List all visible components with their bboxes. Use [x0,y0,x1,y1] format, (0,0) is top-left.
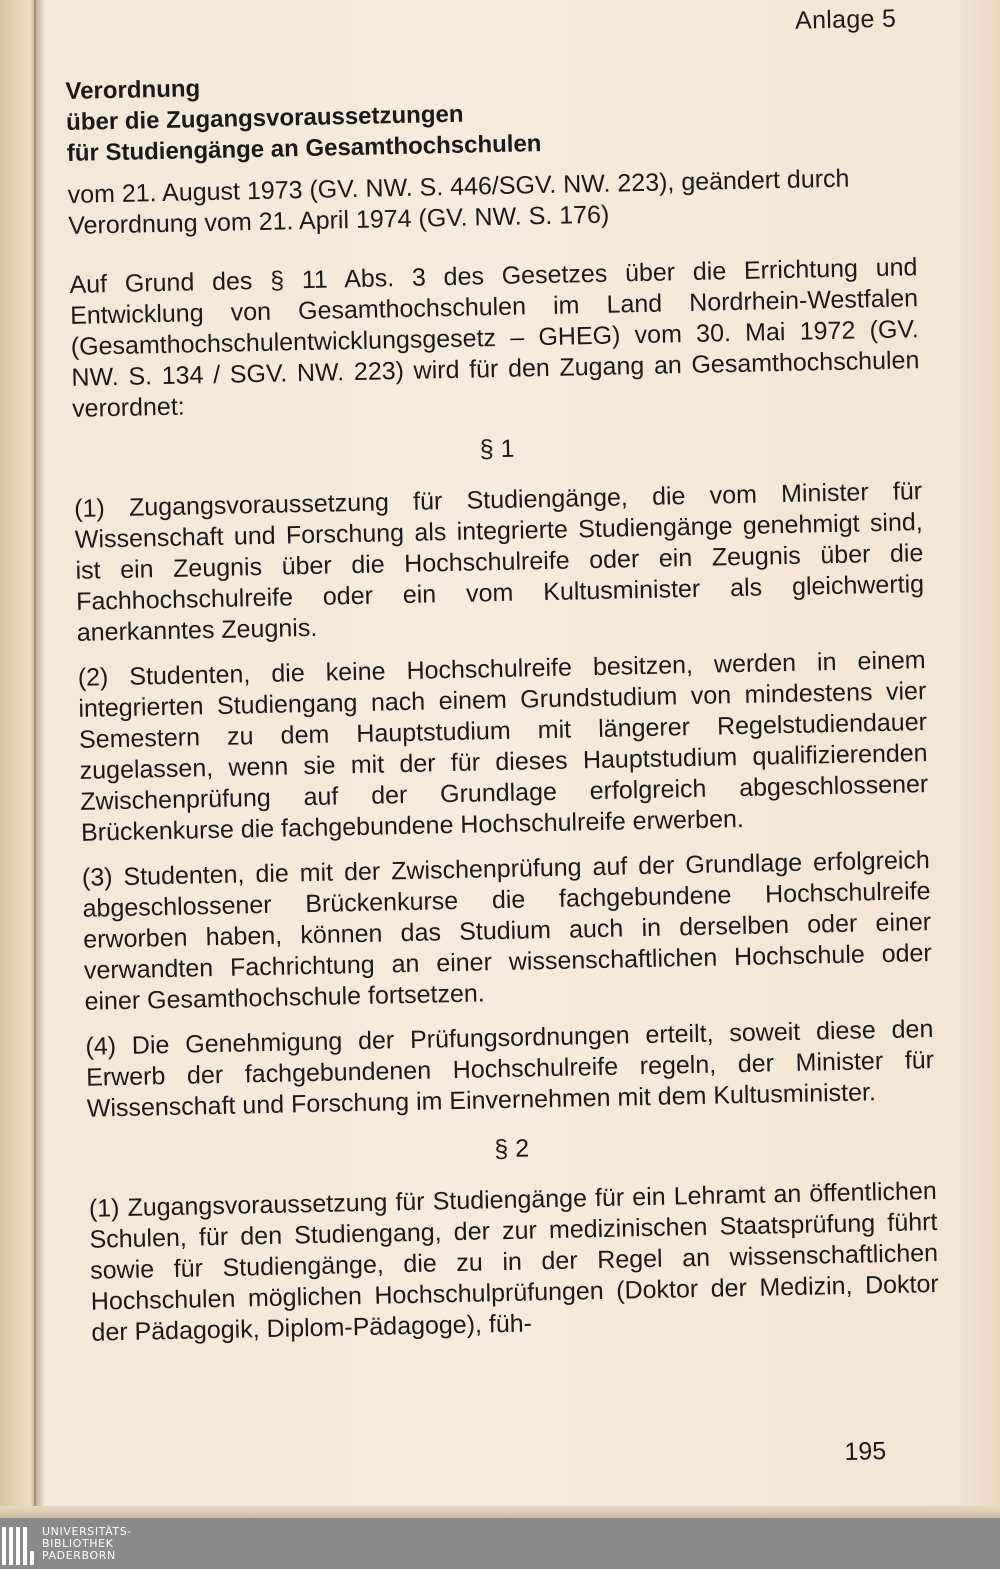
book-binding [0,0,44,1518]
title-line-2: über die Zugangsvoraussetzungen [65,100,464,136]
appendix-label: Anlage 5 [794,4,897,35]
spine-fold [34,0,36,1518]
text-block [64,2,957,1500]
body-text [69,252,940,1363]
title-line-3: für Studiengänge an Gesamthochschulen [66,130,542,167]
section-heading-2: § 2 [494,1134,530,1164]
page-bottom-edge [0,1506,1000,1518]
library-logo-text [42,1526,132,1562]
section-2-paragraph-1: (1) Zugangsvoraussetzung für Studiengänge für ein Lehramt an öffentlichen Schulen, für den Studiengang, der zur medizinischen Staatsprüfung führt sowie für Studiengänge, die zu in der Regel an wissenschaftlichen Hochschulen möglichen Hochschulprüfungen (Doktor der Medizin, Doktor der Pädagogik, Diplom-Pädagoge), füh- [88,1176,939,1347]
intro-text: vom 21. August 1973 (GV. NW. S. 446/SGV. NW. 223), geändert durch Verordnung vom 21. April 1974 (GV. NW. S. 176) [67,164,850,240]
title-line-1: Verordnung [65,75,201,105]
section-1-paragraph-1: (1) Zugangsvoraussetzung für Studiengänge, die vom Minister für Wissenschaft und Forschung als integrierte Studiengänge genehmigt sind, ist ein Zeugnis über die Hochschulreife oder ein Zeugnis über die Fachhochschulreife oder ein vom Kultusminister als gleichwertig anerkanntes Zeugnis. [73,477,925,647]
page-number: 195 [844,1437,887,1466]
section-1-paragraph-2: (2) Studenten, die keine Hochschulreife besitzen, werden in einem integrierten Studiengang nach einem Grundstudium von mindestens vier Semestern zu dem Hauptstudium mit längerer Regelstudiendauer zugelassen, wenn sie mit der für dieses Hauptstudium qualifizierenden Zwischenprüfung auf der Grundlage erfolgreich abgeschlossener Brückenkurse die fachgebundene Hochschulreife erwerben. [77,646,929,847]
library-logo-icon [2,1523,34,1565]
library-logo [0,1518,230,1569]
section-1-paragraph-3: (3) Studenten, die mit der Zwischenprüfung auf der Grundlage erfolgreich abgeschlossener Brückenkurse die fachgebundene Hochschulreife erworben haben, können das Studium auch in derselben oder einer verwandten Fachrichtung an einer wissenschaftlichen Hochschule oder einer Gesamthochschule fortsetzen. [81,846,933,1016]
preamble: Auf Grund des § 11 Abs. 3 des Gesetzes über die Errichtung und Entwicklung von Gesamthochschulen im Land Nordrhein-Westfalen (Gesamthochschulentwicklungsgesetz – GHEG) vom 30. Mai 1972 (GV. NW. S. 134 / SGV. NW. 223) wird für den Zugang an Gesamthochschulen verordnet: [69,253,920,423]
logo-line-2: BIBLIOTHEK [42,1536,114,1550]
section-heading-1: § 1 [479,434,515,464]
logo-line-1: UNIVERSITÄTS- [42,1524,132,1538]
section-1-paragraph-4: (4) Die Genehmigung der Prüfungsordnungen erteilt, soweit diese den Erwerb der fachgebundenen Hochschulreife regeln, der Minister für Wissenschaft und Forschung im Einvernehmen mit dem Kultusminister. [85,1015,935,1123]
document-title [65,61,767,169]
logo-line-3: PADERBORN [42,1548,116,1562]
